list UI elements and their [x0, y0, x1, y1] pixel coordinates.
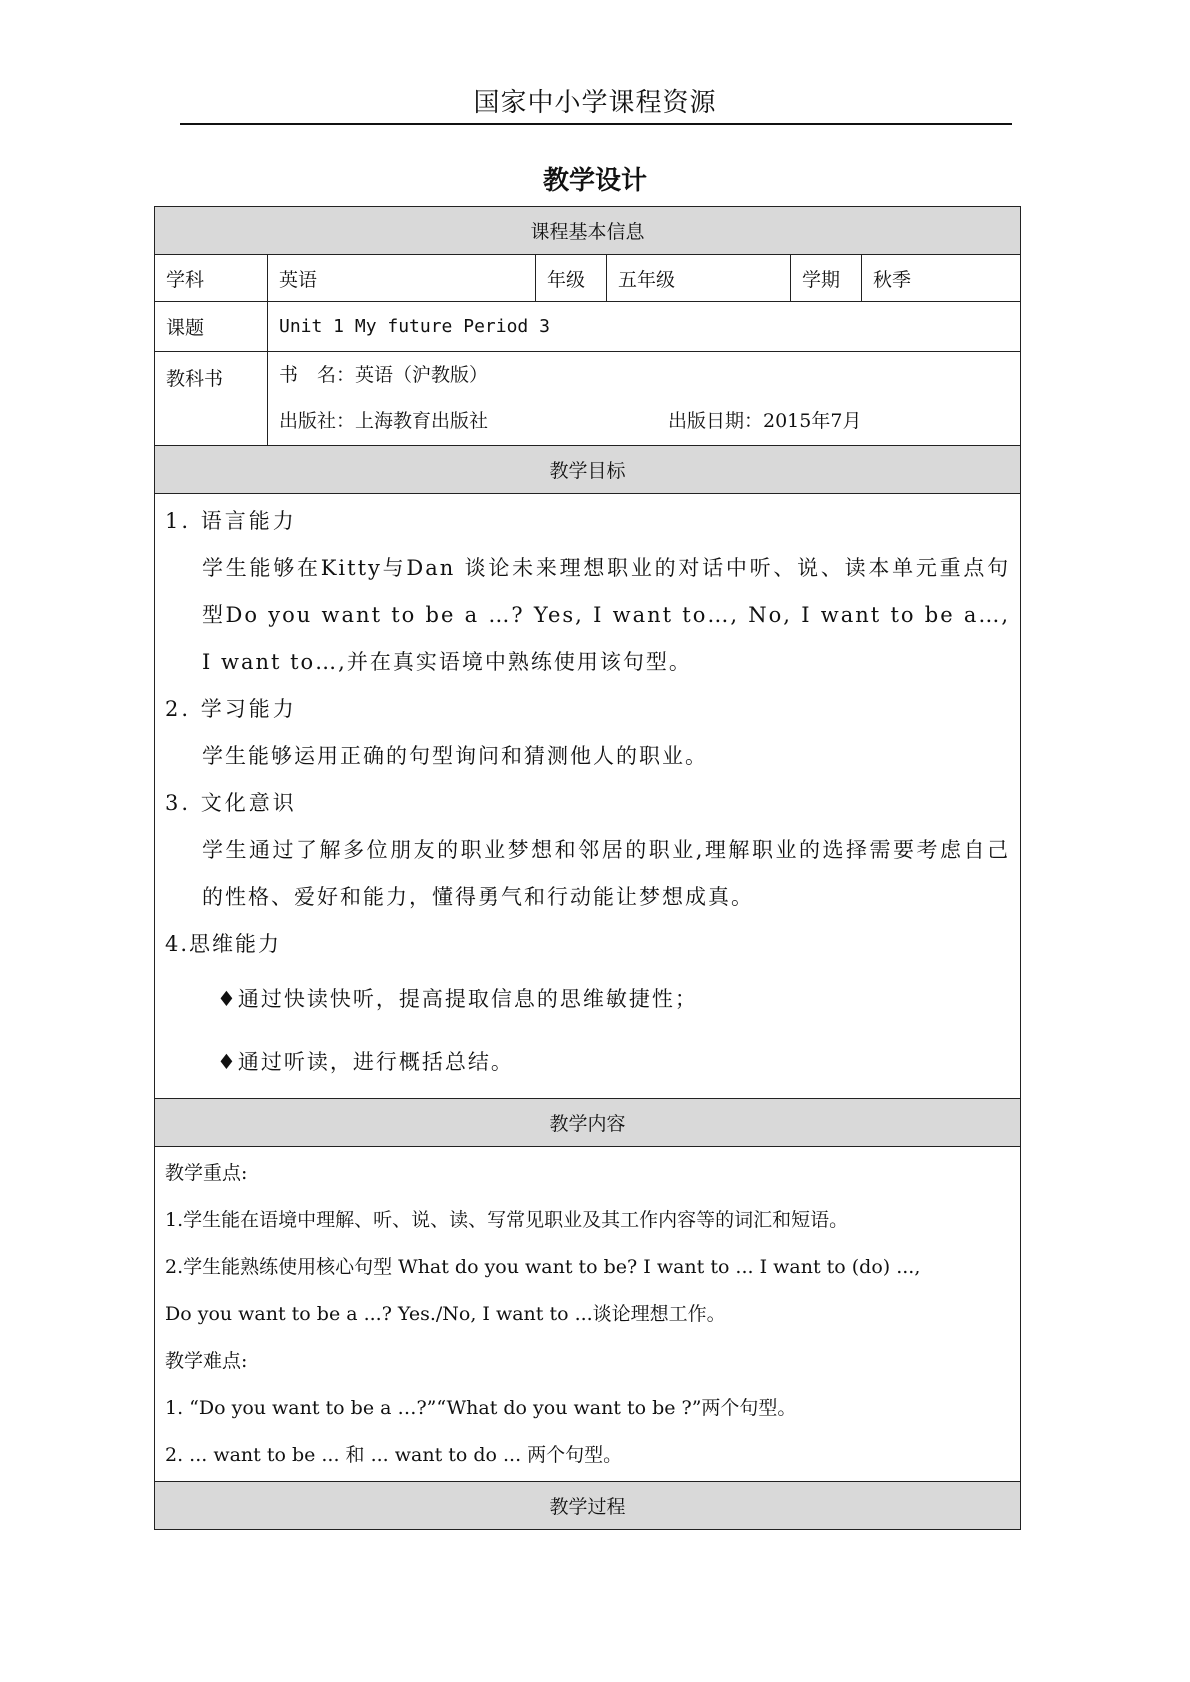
- goals-row: [155, 494, 1021, 1099]
- content-body: [155, 1147, 1021, 1482]
- grade-value: 五年级: [607, 255, 791, 302]
- goals-section-title: 教学目标: [155, 446, 1021, 494]
- goal-3-text: 学生通过了解多位朋友的职业梦想和邻居的职业,理解职业的选择需要考虑自己的性格、爱好和能力，懂得勇气和行动能让梦想成真。: [202, 838, 1011, 909]
- difficult-point-2: 2. ... want to be ... 和 ... want to do ... 两个句型。: [165, 1444, 623, 1466]
- goal-3-heading: 3. 文化意识: [165, 791, 297, 815]
- header-title: 国家中小学课程资源: [473, 88, 717, 118]
- difficult-points-label: 教学难点:: [165, 1350, 248, 1372]
- key-points-label: 教学重点:: [165, 1162, 248, 1184]
- goals-body: [155, 494, 1021, 1099]
- term-value: 秋季: [862, 255, 1021, 302]
- key-point-2b: Do you want to be a ...? Yes./No, I want to ...谈论理想工作。: [165, 1303, 726, 1325]
- topic-row: [155, 302, 1021, 352]
- topic-value: Unit 1 My future Period 3: [268, 302, 1021, 352]
- basic-info-header-row: [155, 207, 1021, 255]
- term-label: 学期: [791, 255, 862, 302]
- goal-1-text: 学生能够在Kitty与Dan 谈论未来理想职业的对话中听、说、读本单元重点句型Do you want to be a …? Yes, I want to…, No, I want to be a…, I want to…,并在真实语境中熟练使用该句型。: [202, 556, 1011, 674]
- subject-value: 英语: [268, 255, 536, 302]
- doc-title: 教学设计: [542, 166, 647, 196]
- content-header-row: [155, 1099, 1021, 1147]
- content-section-title: 教学内容: [155, 1099, 1021, 1147]
- grade-label: 年级: [536, 255, 607, 302]
- header-rule: [180, 123, 1012, 125]
- subject-row: [155, 255, 1021, 302]
- basic-info-section-title: 课程基本信息: [155, 207, 1021, 255]
- key-point-1: 1.学生能在语境中理解、听、说、读、写常见职业及其工作内容等的词汇和短语。: [165, 1209, 849, 1231]
- publisher-line: [279, 398, 1020, 444]
- textbook-label: 教科书: [155, 352, 268, 446]
- textbook-row: [155, 352, 1021, 446]
- book-name: 书 名：英语（沪教版）: [279, 364, 489, 386]
- process-header-row: [155, 1482, 1021, 1530]
- goal-2-heading: 2. 学习能力: [165, 697, 297, 721]
- goal-4-bullet-1: ♦通过快读快听，提高提取信息的思维敏捷性；: [217, 987, 698, 1011]
- difficult-point-1: 1. “Do you want to be a …?”“What do you want to be ?”两个句型。: [165, 1397, 797, 1419]
- publisher: 出版社：上海教育出版社: [279, 410, 489, 432]
- goal-4-bullet-2: ♦通过听读，进行概括总结。: [217, 1050, 514, 1074]
- process-section-title: 教学过程: [155, 1482, 1021, 1530]
- subject-label: 学科: [155, 255, 268, 302]
- publish-date: 出版日期：2015年7月: [668, 410, 862, 432]
- key-point-2a: 2.学生能熟练使用核心句型 What do you want to be? I want to ... I want to (do) ...,: [165, 1256, 921, 1278]
- goal-4-heading: 4.思维能力: [165, 932, 282, 956]
- goals-header-row: [155, 446, 1021, 494]
- topic-label: 课题: [155, 302, 268, 352]
- content-row: [155, 1147, 1021, 1482]
- textbook-info: [268, 352, 1021, 446]
- lesson-plan-table: [154, 206, 1021, 1530]
- goal-1-heading: 1. 语言能力: [165, 509, 297, 533]
- goal-2-text: 学生能够运用正确的句型询问和猜测他人的职业。: [202, 744, 708, 768]
